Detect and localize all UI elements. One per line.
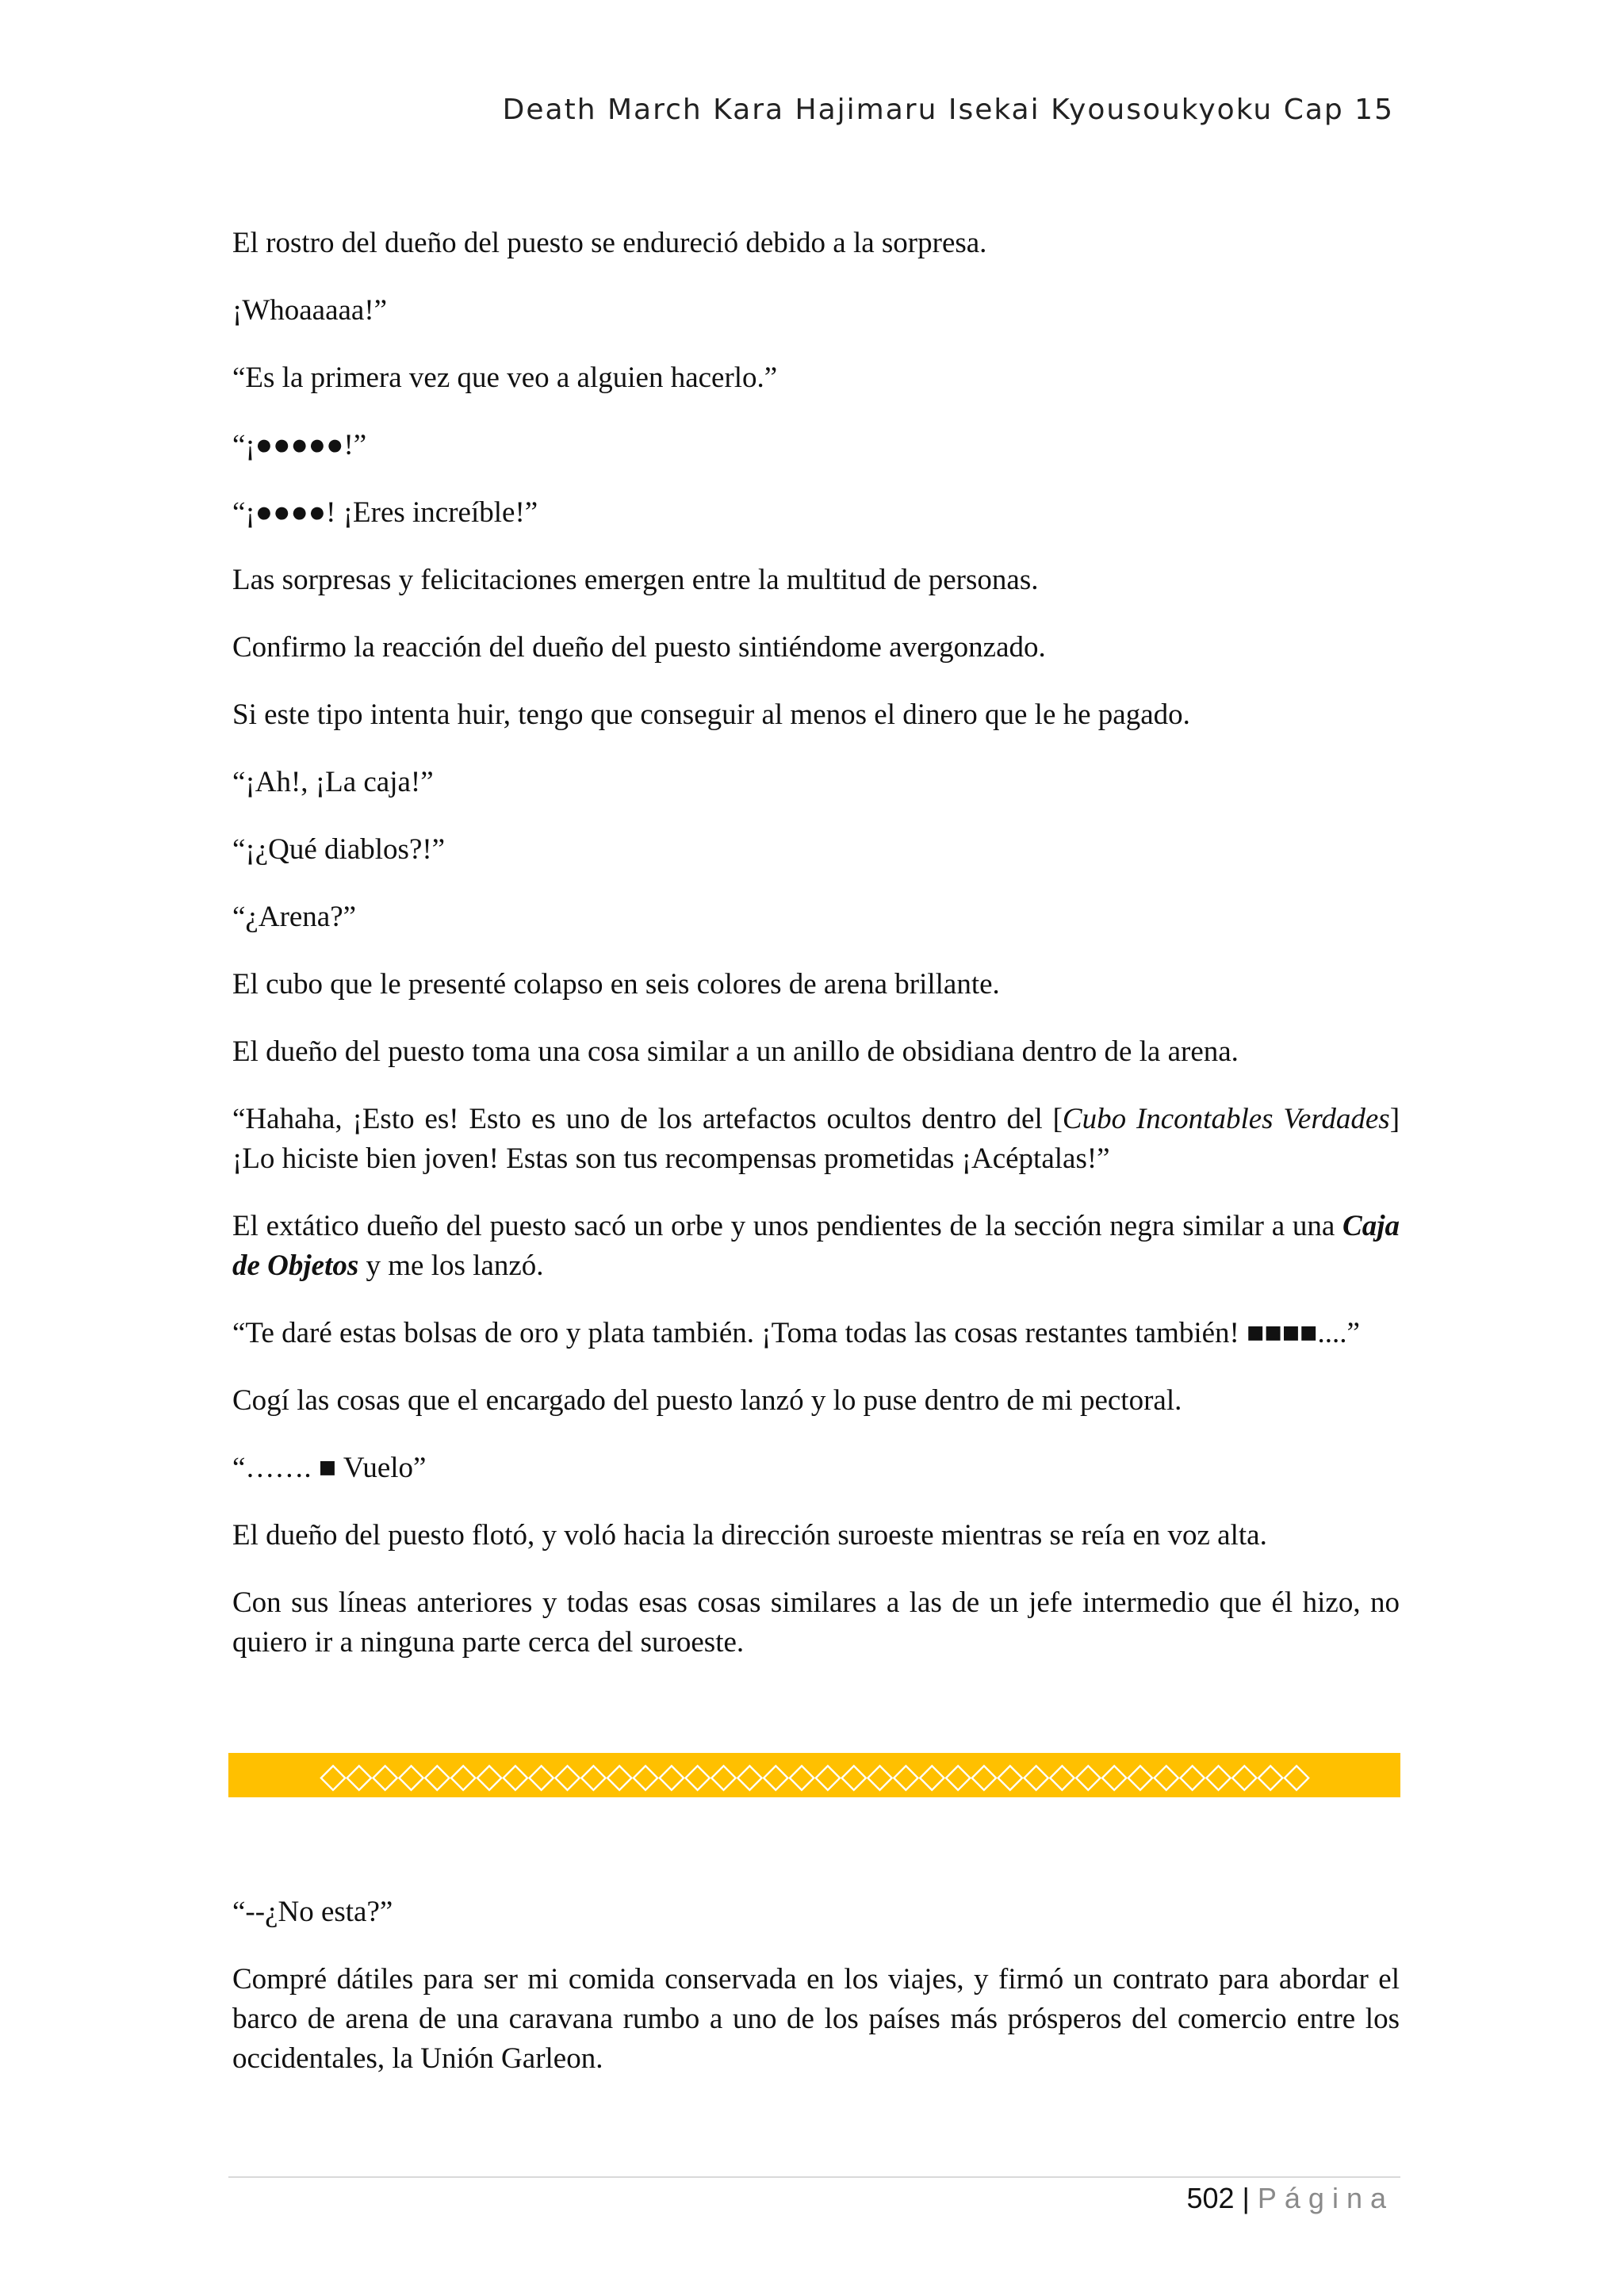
paragraph: El dueño del puesto toma una cosa similar a un anillo de obsidiana dentro de la arena. (232, 1035, 1239, 1068)
paragraph: El rostro del dueño del puesto se endureció debido a la sorpresa. (232, 227, 987, 259)
paragraph: Las sorpresas y felicitaciones emergen entre la multitud de personas. (232, 564, 1039, 596)
paragraph: “¡Ah!, ¡La caja!” (232, 766, 434, 798)
page-number: 502 (1186, 2182, 1235, 2214)
page-header: Death March Kara Hajimaru Isekai Kyousoukyoku Cap 15 (502, 94, 1394, 126)
italic-title: Cubo Incontables Verdades (1062, 1103, 1390, 1135)
footer-separator: | (1242, 2182, 1250, 2214)
paragraph: “Es la primera vez que veo a alguien hacerlo.” (232, 362, 778, 394)
page-label: Página (1257, 2182, 1394, 2214)
paragraph-text (358, 1249, 366, 1282)
paragraph: Cogí las cosas que el encargado del puesto lanzó y lo puse dentro de mi pectoral. (232, 1384, 1182, 1417)
paragraph: “¡¿Qué diablos?!” (232, 833, 446, 866)
footer-divider (228, 2176, 1400, 2178)
paragraph: “Te daré estas bolsas de oro y plata también. ¡Toma todas las cosas restantes también! ■■■■....” (232, 1317, 1360, 1349)
paragraph: “¡●●●●●!” (232, 429, 367, 461)
bold-italic-term: Caja de Objetos (232, 1210, 1400, 1282)
paragraph: Confirmo la reacción del dueño del puesto sintiéndome avergonzado. (232, 631, 1046, 664)
paragraph: Si este tipo intenta huir, tengo que conseguir al menos el dinero que le he pagado. (232, 698, 1190, 731)
scene-separator: ◇◇◇◇◇◇◇◇◇◇◇◇◇◇◇◇◇◇◇◇◇◇◇◇◇◇◇◇◇◇◇◇◇◇◇◇◇◇ (228, 1753, 1400, 1797)
paragraph-text: Estas son tus recompensas prometidas ¡Acéptalas!” (506, 1142, 1110, 1175)
paragraph-text: “Hahaha, ¡Esto es! Esto es uno de los artefactos ocultos dentro del [ (232, 1103, 1063, 1135)
page-footer (1186, 2182, 1394, 2215)
paragraph: ¡Whoaaaaa!” (232, 294, 388, 327)
paragraph-text: ] ¡Lo hiciste bien joven! (232, 1103, 1400, 1175)
paragraph: El cubo que le presenté colapso en seis colores de arena brillante. (232, 968, 1000, 1001)
paragraph (232, 1100, 1400, 1179)
paragraph: Compré dátiles para ser mi comida conservada en los viajes, y firmó un contrato para abordar el barco de arena de una caravana rumbo a uno de los países más prósperos del comercio entre los occidentales, la Unión Garleon. (232, 1963, 1400, 2075)
paragraph: “¡●●●●! ¡Eres increíble!” (232, 496, 538, 529)
paragraph-text: y me los lanzó. (366, 1249, 544, 1282)
paragraph-text: El extático dueño del puesto sacó un orbe y unos pendientes de la sección negra similar a una (232, 1210, 1343, 1242)
paragraph (232, 1207, 1400, 1286)
paragraph: “¿Arena?” (232, 901, 357, 933)
paragraph: Con sus líneas anteriores y todas esas cosas similares a las de un jefe intermedio que él hizo, no quiero ir a ninguna parte cerca del suroeste. (232, 1586, 1400, 1659)
paragraph: “……. ■ Vuelo” (232, 1452, 427, 1484)
paragraph: “--¿No esta?” (232, 1896, 393, 1928)
paragraph: El dueño del puesto flotó, y voló hacia la dirección suroeste mientras se reía en voz alta. (232, 1519, 1267, 1552)
